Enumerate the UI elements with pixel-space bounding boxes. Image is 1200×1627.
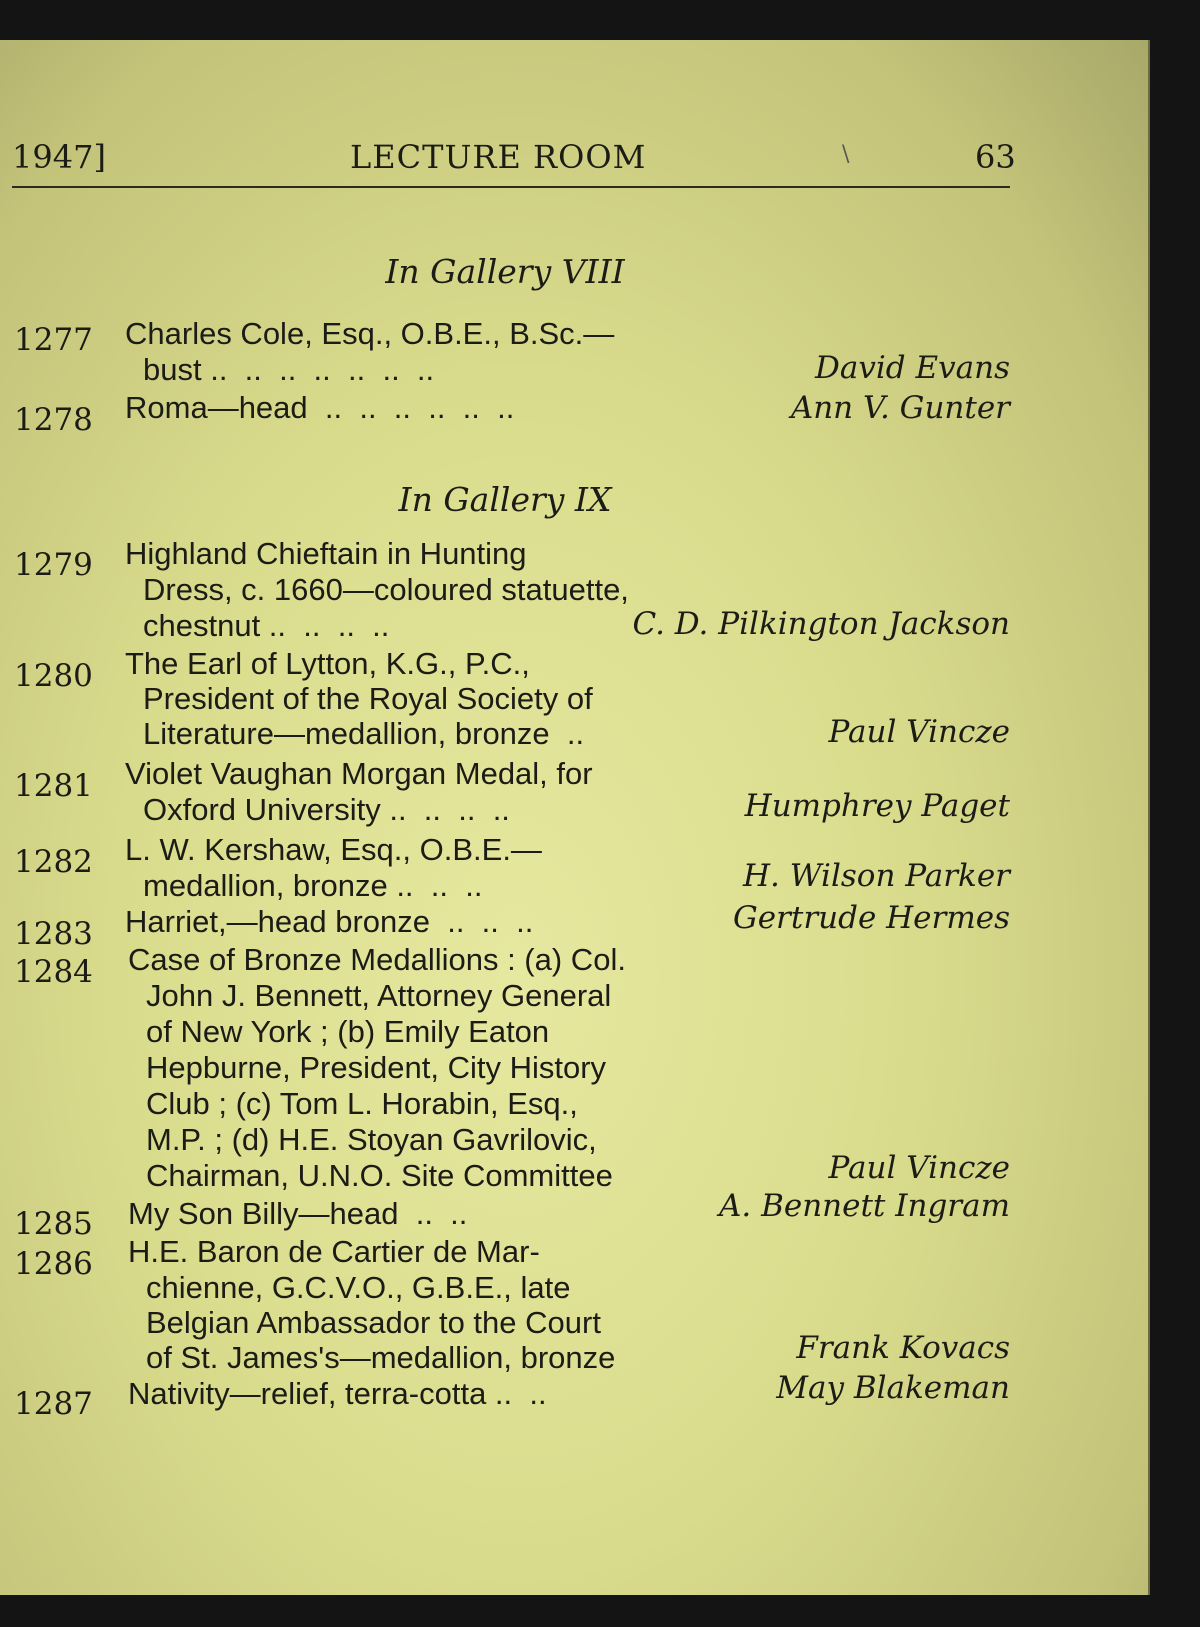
header-title: LECTURE ROOM — [350, 138, 647, 176]
artist-name: Paul Vincze — [828, 714, 1010, 750]
entry-line: Charles Cole, Esq., O.B.E., B.Sc.— — [125, 316, 615, 351]
entry-line: of New York ; (b) Emily Eaton — [146, 1014, 550, 1049]
entry-line: Harriet,—head bronze .. .. .. — [125, 904, 534, 939]
page-number: 63 — [975, 138, 1016, 176]
artist-name: H. Wilson Parker — [743, 858, 1010, 894]
entry-line: Club ; (c) Tom L. Horabin, Esq., — [146, 1086, 578, 1121]
artist-name: Ann V. Gunter — [790, 390, 1010, 426]
entry-line: Highland Chieftain in Hunting — [125, 536, 527, 571]
entry-number: 1281 — [14, 768, 93, 804]
entry-line: medallion, bronze .. .. .. — [143, 868, 483, 903]
artist-name: Humphrey Paget — [744, 788, 1010, 824]
artist-name: Gertrude Hermes — [732, 900, 1010, 936]
artist-name: A. Bennett Ingram — [718, 1188, 1010, 1224]
entry-line: H.E. Baron de Cartier de Mar- — [128, 1234, 540, 1269]
entry-number: 1277 — [14, 322, 93, 358]
entry-line: Nativity—relief, terra-cotta .. .. — [128, 1376, 547, 1411]
entry-line: bust .. .. .. .. .. .. .. — [143, 352, 435, 387]
entry-number: 1278 — [14, 402, 93, 438]
entry-line: of St. James's—medallion, bronze — [146, 1340, 616, 1375]
entry-line: The Earl of Lytton, K.G., P.C., — [125, 646, 530, 681]
artist-name: Frank Kovacs — [796, 1330, 1010, 1366]
entry-line: Roma—head .. .. .. .. .. .. — [125, 390, 515, 425]
entry-line: Violet Vaughan Morgan Medal, for — [125, 756, 593, 791]
artist-name: David Evans — [815, 350, 1010, 386]
artist-name: May Blakeman — [776, 1370, 1010, 1406]
entry-line: chienne, G.C.V.O., G.B.E., late — [146, 1270, 571, 1305]
entry-line: M.P. ; (d) H.E. Stoyan Gavrilovic, — [146, 1122, 597, 1157]
entry-line: Oxford University .. .. .. .. — [143, 792, 510, 827]
header-year: 1947] — [12, 138, 106, 176]
entry-line: Hepburne, President, City History — [146, 1050, 607, 1085]
header-mark: \ — [842, 142, 850, 167]
entry-line: President of the Royal Society of — [143, 681, 593, 716]
entry-number: 1286 — [14, 1246, 93, 1282]
entry-number: 1285 — [14, 1206, 93, 1242]
entry-number: 1283 — [14, 916, 93, 952]
entry-number: 1280 — [14, 658, 93, 694]
entry-line: John J. Bennett, Attorney General — [146, 978, 612, 1013]
entry-line: chestnut .. .. .. .. — [143, 608, 390, 643]
artist-name: Paul Vincze — [828, 1150, 1010, 1186]
artist-name: C. D. Pilkington Jackson — [632, 606, 1010, 642]
entry-line: Literature—medallion, bronze .. — [143, 716, 585, 751]
entry-number: 1282 — [14, 844, 93, 880]
entry-number: 1279 — [14, 547, 93, 583]
entry-number: 1287 — [14, 1386, 93, 1422]
entry-line: L. W. Kershaw, Esq., O.B.E.— — [125, 832, 542, 867]
entry-line: My Son Billy—head .. .. — [128, 1196, 468, 1231]
gallery-heading: In Gallery IX — [398, 480, 612, 519]
entry-line: Chairman, U.N.O. Site Committee — [146, 1158, 613, 1193]
entry-number: 1284 — [14, 954, 93, 990]
gallery-heading: In Gallery VIII — [385, 252, 625, 291]
entry-line: Dress, c. 1660—coloured statuette, — [143, 572, 629, 607]
catalogue-page — [0, 40, 1150, 1595]
entry-line: Case of Bronze Medallions : (a) Col. — [128, 942, 626, 977]
entry-line: Belgian Ambassador to the Court — [146, 1305, 601, 1340]
header-rule — [12, 186, 1010, 188]
